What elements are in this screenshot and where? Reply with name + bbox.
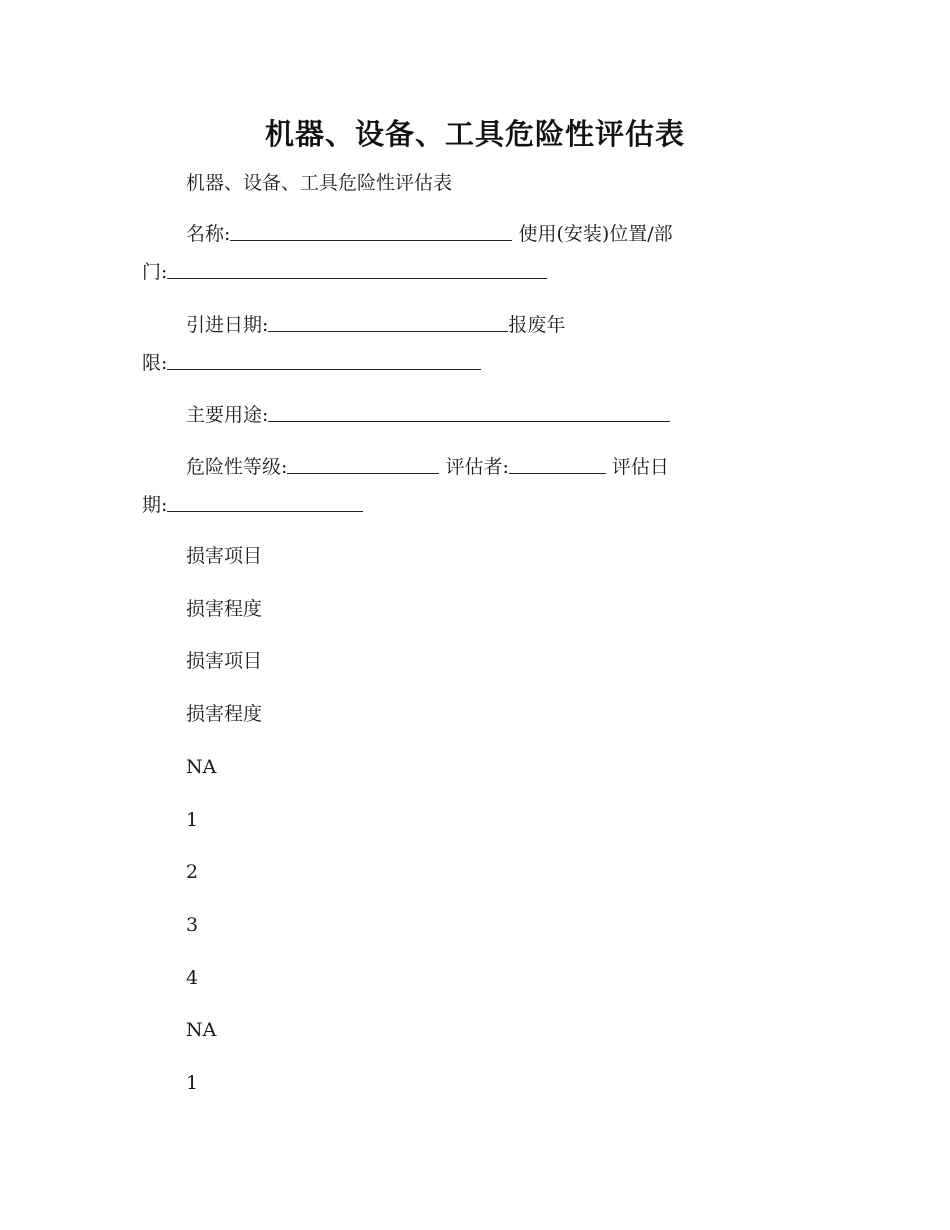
- body-line: NA: [186, 756, 217, 778]
- assess-date-label-cont: 期:: [142, 494, 168, 516]
- assessor-label: 评估者:: [445, 456, 509, 478]
- scrap-years-field[interactable]: [167, 368, 481, 370]
- body-line: 4: [186, 967, 199, 989]
- body-line: 1: [186, 809, 199, 831]
- document-title: 机器、设备、工具危险性评估表: [264, 117, 685, 151]
- intro-date-label: 引进日期:: [186, 314, 269, 336]
- scrap-label-cont: 限:: [142, 352, 168, 374]
- document-subtitle: 机器、设备、工具危险性评估表: [186, 172, 453, 194]
- location-field[interactable]: [167, 277, 547, 279]
- assess-date-label: 评估日: [611, 456, 669, 478]
- assess-date-field[interactable]: [167, 510, 363, 512]
- body-line: 损害程度: [186, 598, 263, 620]
- intro-date-field[interactable]: [268, 330, 508, 332]
- body-line: 损害项目: [186, 650, 263, 672]
- name-location-line-2: [142, 254, 742, 291]
- location-label: 使用(安装)位置/部: [518, 223, 673, 245]
- scrap-label: 报废年: [508, 314, 566, 336]
- body-line: 损害程度: [186, 703, 263, 725]
- body-line: 损害项目: [186, 545, 263, 567]
- risk-line-1: [142, 449, 786, 486]
- assessor-field[interactable]: [509, 472, 606, 474]
- risk-line-2: [142, 487, 742, 524]
- date-scrap-line-1: [142, 307, 786, 344]
- body-line: NA: [186, 1019, 217, 1041]
- purpose-line: [142, 397, 786, 434]
- purpose-label: 主要用途:: [186, 404, 269, 426]
- name-location-line-1: [142, 216, 786, 253]
- purpose-field[interactable]: [268, 420, 670, 422]
- name-field[interactable]: [230, 239, 512, 241]
- location-label-cont: 门:: [142, 261, 168, 283]
- body-line: 2: [186, 861, 199, 883]
- body-line: 3: [186, 914, 199, 936]
- body-line: 1: [186, 1072, 199, 1094]
- risk-level-label: 危险性等级:: [186, 456, 288, 478]
- date-scrap-line-2: [142, 345, 742, 382]
- name-label: 名称:: [186, 223, 231, 245]
- risk-level-field[interactable]: [287, 472, 439, 474]
